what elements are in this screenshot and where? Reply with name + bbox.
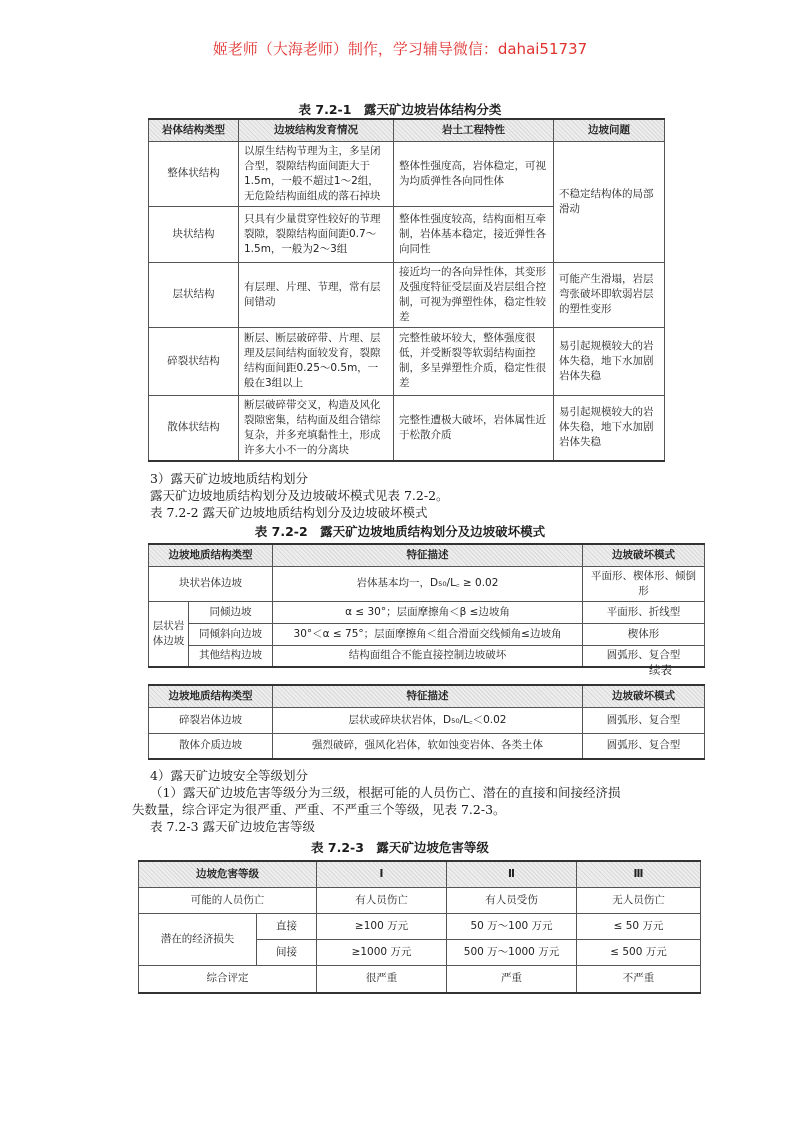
table3-header-I: Ⅰ	[317, 861, 447, 887]
table1-issue-4: 易引起规模较大的岩体失稳，地下水加剧岩体失稳	[554, 395, 665, 461]
table2-sub2-desc: 30°＜α ≤ 75°；层面摩擦角＜组合滑面交线倾角≤边坡角	[273, 623, 583, 645]
table2c-row1-mode: 圆弧形、复合型	[583, 707, 705, 733]
table1-row2-type: 块状结构	[149, 206, 239, 262]
table2-header-type: 边坡地质结构类型	[149, 544, 273, 566]
table2-caption: 表 7.2-2 露天矿边坡地质结构划分及边坡破坏模式	[254, 524, 546, 539]
table1-header-type: 岩体结构类型	[149, 119, 239, 141]
table1-row5-prop: 完整性遭极大破坏，岩体属性近于松散介质	[394, 395, 554, 461]
section-3-paragraph: 露天矿边坡地质结构划分及边坡破坏模式见表 7.2-2。	[150, 488, 449, 503]
table1-header-dev: 边坡结构发育情况	[239, 119, 394, 141]
table1-issue-3: 易引起规模较大的岩体失稳，地下水加剧岩体失稳	[554, 327, 665, 395]
table2-sub1-desc: α ≤ 30°；层面摩擦角＜β ≤边坡角	[273, 601, 583, 623]
table2c-row1-type: 碎裂岩体边坡	[149, 707, 273, 733]
table2-sub1-mode: 平面形、折线型	[583, 601, 705, 623]
table3-header-II: Ⅱ	[447, 861, 577, 887]
table1-row3-type: 层状结构	[149, 262, 239, 327]
table1	[148, 118, 665, 462]
table2-sub3-desc: 结构面组合不能直接控制边坡破坏	[273, 645, 583, 667]
table2-sub2-type: 同倾斜向边坡	[189, 623, 273, 645]
table2-sub3-mode: 圆弧形、复合型	[583, 645, 705, 667]
table1-row5-type: 散体状结构	[149, 395, 239, 461]
watermark-text: 姬老师（大海老师）制作，学习辅导微信：dahai51737	[212, 40, 588, 58]
table1-row2-dev: 只具有少量贯穿性较好的节理裂隙，裂隙结构面间距0.7～1.5m，一般为2～3组	[239, 206, 394, 262]
section-4-paragraph-line1: （1）露天矿边坡危害等级分为三级，根据可能的人员伤亡、潜在的直接和间接经济损	[150, 785, 621, 800]
table1-row1-prop: 整体性强度高，岩体稳定，可视为均质弹性各向同性体	[394, 141, 554, 206]
table3-overall-III: 不严重	[577, 965, 701, 993]
section-3-heading: 3）露天矿边坡地质结构划分	[150, 471, 308, 486]
table2-layered-group: 层状岩体边坡	[149, 601, 189, 667]
table1-row4-dev: 断层、断层破碎带、片理、层理及层间结构面较发育，裂隙结构面间距0.25～0.5m，一般在3组以上	[239, 327, 394, 395]
section-4-heading: 4）露天矿边坡安全等级划分	[150, 768, 308, 783]
table2-sub3-type: 其他结构边坡	[189, 645, 273, 667]
table3-casualty-label: 可能的人员伤亡	[139, 887, 317, 913]
table2-sub2-mode: 楔体形	[583, 623, 705, 645]
table1-row5-dev: 断层破碎带交叉，构造及风化裂隙密集，结构面及组合错综复杂，并多充填黏性土，形成许多大小不一的分离块	[239, 395, 394, 461]
table1-row4-type: 碎裂状结构	[149, 327, 239, 395]
table1-row4-prop: 完整性破坏较大，整体强度很低，并受断裂等软弱结构面控制，多呈弹塑性介质，稳定性很差	[394, 327, 554, 395]
table2-row-block-mode: 平面形、楔体形、倾倒形	[583, 566, 705, 601]
table3-direct-I: ≥100 万元	[317, 913, 447, 939]
table3-indirect-III: ≤ 500 万元	[577, 939, 701, 965]
table3-overall-II: 严重	[447, 965, 577, 993]
table1-row2-prop: 整体性强度较高，结构面相互牵制，岩体基本稳定，接近弹性各向同性	[394, 206, 554, 262]
table2-header-mode: 边坡破坏模式	[583, 544, 705, 566]
table1-caption: 表 7.2-1 露天矿边坡岩体结构分类	[298, 102, 502, 117]
table2-header-desc: 特征描述	[273, 544, 583, 566]
table1-row3-prop: 接近均一的各向异性体，其变形及强度特征受层面及岩层组合控制，可视为弹塑性体，稳定性较差	[394, 262, 554, 327]
table2c-header-type: 边坡地质结构类型	[149, 685, 273, 707]
table1-issue-1: 不稳定结构体的局部滑动	[554, 141, 665, 262]
table2c-header-mode: 边坡破坏模式	[583, 685, 705, 707]
table3-overall-label: 综合评定	[139, 965, 317, 993]
table3-overall-I: 很严重	[317, 965, 447, 993]
table2-reference: 表 7.2-2 露天矿边坡地质结构划分及边坡破坏模式	[150, 505, 428, 520]
table1-row1-dev: 以原生结构节理为主，多呈闭合型，裂隙结构面间距大于1.5m，一般不超过1～2组，无危险结构面组成的落石掉块	[239, 141, 394, 206]
table2-sub1-type: 同倾边坡	[189, 601, 273, 623]
table1-header-issue: 边坡问题	[554, 119, 665, 141]
table3-loss-label: 潜在的经济损失	[139, 913, 257, 965]
table3	[138, 860, 701, 994]
table3-direct-label: 直接	[257, 913, 317, 939]
table1-row3-dev: 有层理、片理、节理，常有层间错动	[239, 262, 394, 327]
table3-direct-II: 50 万～100 万元	[447, 913, 577, 939]
section-4-paragraph-line2: 失数量，综合评定为很严重、严重、不严重三个等级，见表 7.2-3。	[132, 802, 506, 817]
table1-issue-2: 可能产生滑塌，岩层弯张破坏即软弱岩层的塑性变形	[554, 262, 665, 327]
table3-header-level: 边坡危害等级	[139, 861, 317, 887]
table3-reference: 表 7.2-3 露天矿边坡危害等级	[150, 819, 316, 834]
table3-direct-III: ≤ 50 万元	[577, 913, 701, 939]
table2c-row2-type: 散体介质边坡	[149, 733, 273, 759]
table3-caption: 表 7.2-3 露天矿边坡危害等级	[311, 840, 489, 855]
table2c-row1-desc: 层状或碎块状岩体，D₅₀/L꜀＜0.02	[273, 707, 583, 733]
table3-casualty-I: 有人员伤亡	[317, 887, 447, 913]
table2-row-block-desc: 岩体基本均一，D₅₀/L꜀ ≥ 0.02	[273, 566, 583, 601]
table2c-header-desc: 特征描述	[273, 685, 583, 707]
table2	[148, 543, 705, 668]
table2-continued	[148, 684, 705, 760]
table1-header-prop: 岩土工程特性	[394, 119, 554, 141]
table2c-row2-desc: 强烈破碎，强风化岩体，软如蚀变岩体、各类土体	[273, 733, 583, 759]
table3-casualty-III: 无人员伤亡	[577, 887, 701, 913]
table1-row1-type: 整体状结构	[149, 141, 239, 206]
table3-indirect-I: ≥1000 万元	[317, 939, 447, 965]
table2-continued-label: 续表	[649, 663, 672, 677]
table3-indirect-label: 间接	[257, 939, 317, 965]
table3-header-III: Ⅲ	[577, 861, 701, 887]
table3-indirect-II: 500 万～1000 万元	[447, 939, 577, 965]
table3-casualty-II: 有人员受伤	[447, 887, 577, 913]
table2-row-block-type: 块状岩体边坡	[149, 566, 273, 601]
table2c-row2-mode: 圆弧形、复合型	[583, 733, 705, 759]
